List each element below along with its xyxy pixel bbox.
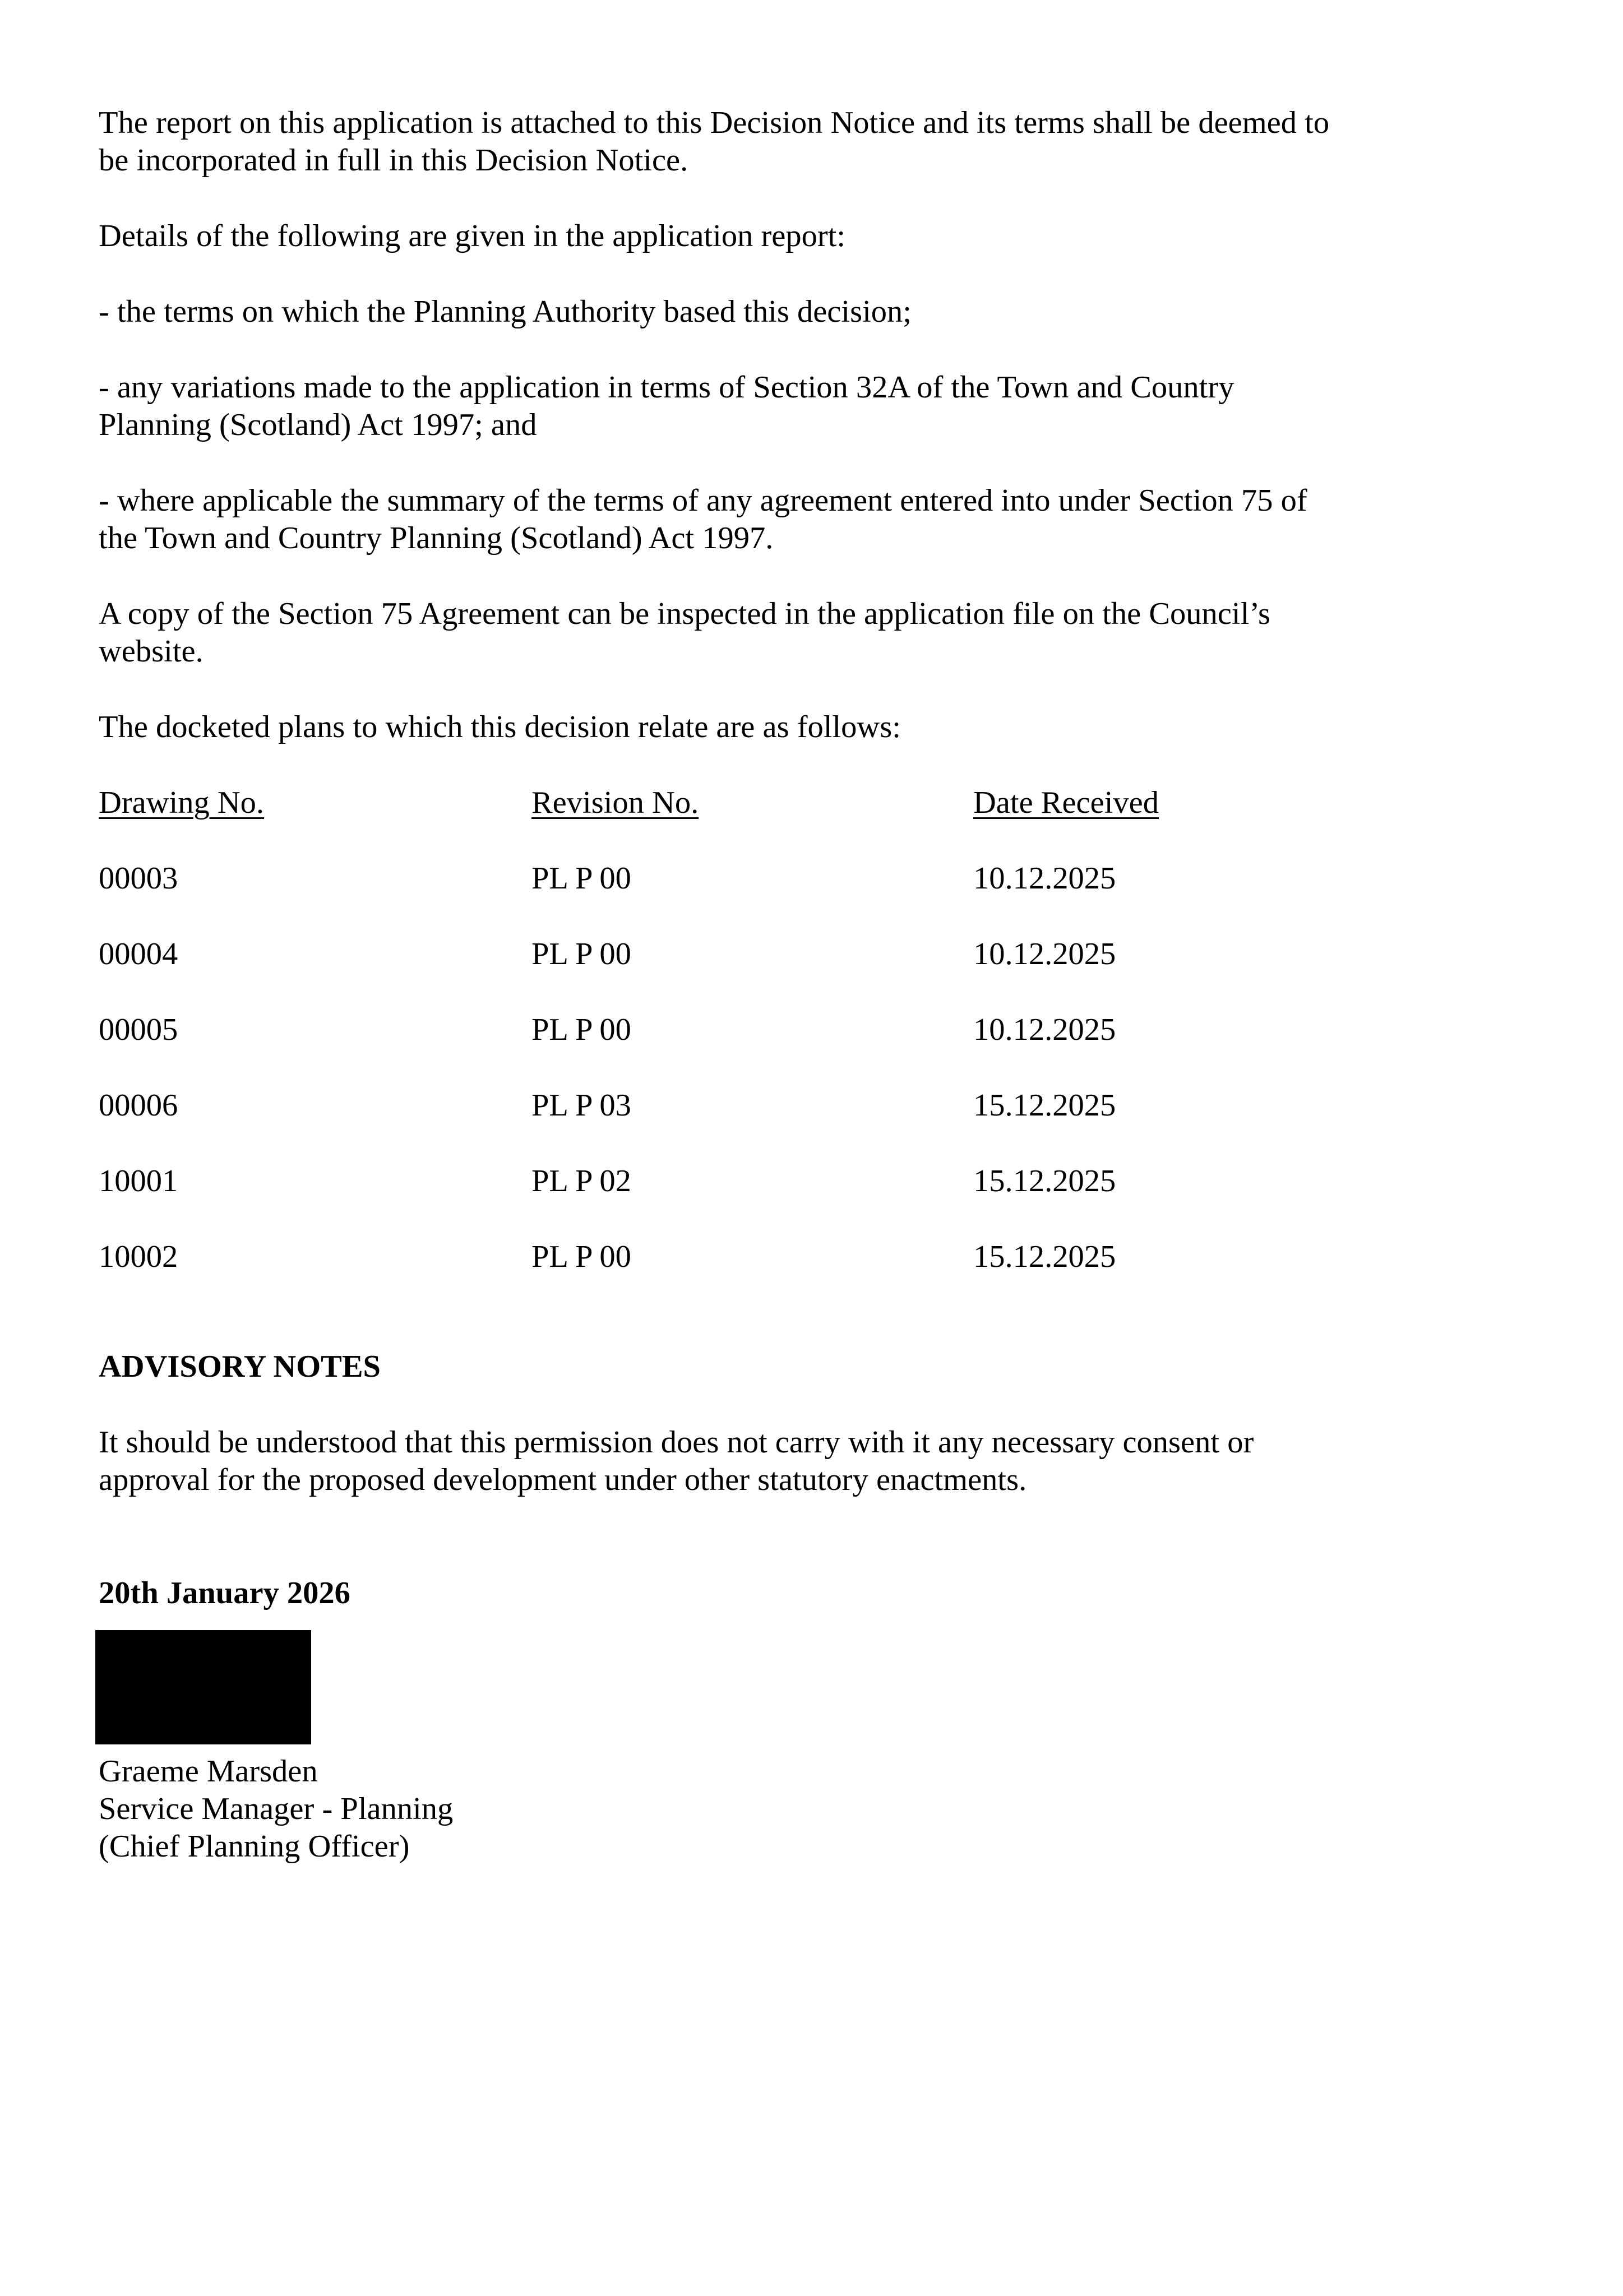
column-header-date-received: Date Received <box>973 785 1159 820</box>
report-paragraph-line-1: The report on this application is attached to this Decision Notice and its terms shall be deemed to <box>99 105 1330 140</box>
signatory-title: Service Manager - Planning <box>99 1792 454 1826</box>
date-received-cell: 15.12.2025 <box>973 1088 1116 1123</box>
drawing-no-cell: 10001 <box>99 1164 178 1198</box>
drawing-no-cell: 00004 <box>99 937 178 971</box>
drawing-no-cell: 00005 <box>99 1012 178 1047</box>
column-header-revision-no: Revision No. <box>531 785 699 820</box>
docketed-plans-intro: The docketed plans to which this decision relate are as follows: <box>99 710 901 744</box>
date-received-cell: 10.12.2025 <box>973 861 1116 896</box>
drawing-no-cell: 00006 <box>99 1088 178 1123</box>
redacted-signature-block <box>95 1630 311 1744</box>
details-intro: Details of the following are given in the application report: <box>99 219 846 253</box>
revision-no-cell: PL P 00 <box>531 861 631 896</box>
drawing-no-cell: 00003 <box>99 861 178 896</box>
revision-no-cell: PL P 02 <box>531 1164 631 1198</box>
agreement-copy-line-2: website. <box>99 634 204 669</box>
agreement-copy-line-1: A copy of the Section 75 Agreement can be inspected in the application file on the Council’s <box>99 596 1270 631</box>
revision-no-cell: PL P 00 <box>531 937 631 971</box>
bullet-variations-line-1: - any variations made to the application in terms of Section 32A of the Town and Country <box>99 370 1234 405</box>
revision-no-cell: PL P 03 <box>531 1088 631 1123</box>
report-paragraph-line-2: be incorporated in full in this Decision Notice. <box>99 143 688 178</box>
advisory-notes-line-1: It should be understood that this permission does not carry with it any necessary consent or <box>99 1425 1254 1460</box>
revision-no-cell: PL P 00 <box>531 1239 631 1274</box>
date-received-cell: 15.12.2025 <box>973 1239 1116 1274</box>
bullet-agreement-line-2: the Town and Country Planning (Scotland) Act 1997. <box>99 521 774 556</box>
column-header-drawing-no: Drawing No. <box>99 785 264 820</box>
advisory-notes-heading: ADVISORY NOTES <box>99 1349 381 1384</box>
advisory-notes-line-2: approval for the proposed development under other statutory enactments. <box>99 1462 1027 1497</box>
date-received-cell: 15.12.2025 <box>973 1164 1116 1198</box>
bullet-variations-line-2: Planning (Scotland) Act 1997; and <box>99 408 537 442</box>
signatory-name: Graeme Marsden <box>99 1754 318 1789</box>
bullet-planning-terms: - the terms on which the Planning Authority based this decision; <box>99 294 912 329</box>
date-received-cell: 10.12.2025 <box>973 937 1116 971</box>
bullet-agreement-line-1: - where applicable the summary of the terms of any agreement entered into under Section 75 of <box>99 483 1307 518</box>
signatory-role: (Chief Planning Officer) <box>99 1829 410 1864</box>
decision-date: 20th January 2026 <box>99 1576 350 1610</box>
drawing-no-cell: 10002 <box>99 1239 178 1274</box>
date-received-cell: 10.12.2025 <box>973 1012 1116 1047</box>
revision-no-cell: PL P 00 <box>531 1012 631 1047</box>
